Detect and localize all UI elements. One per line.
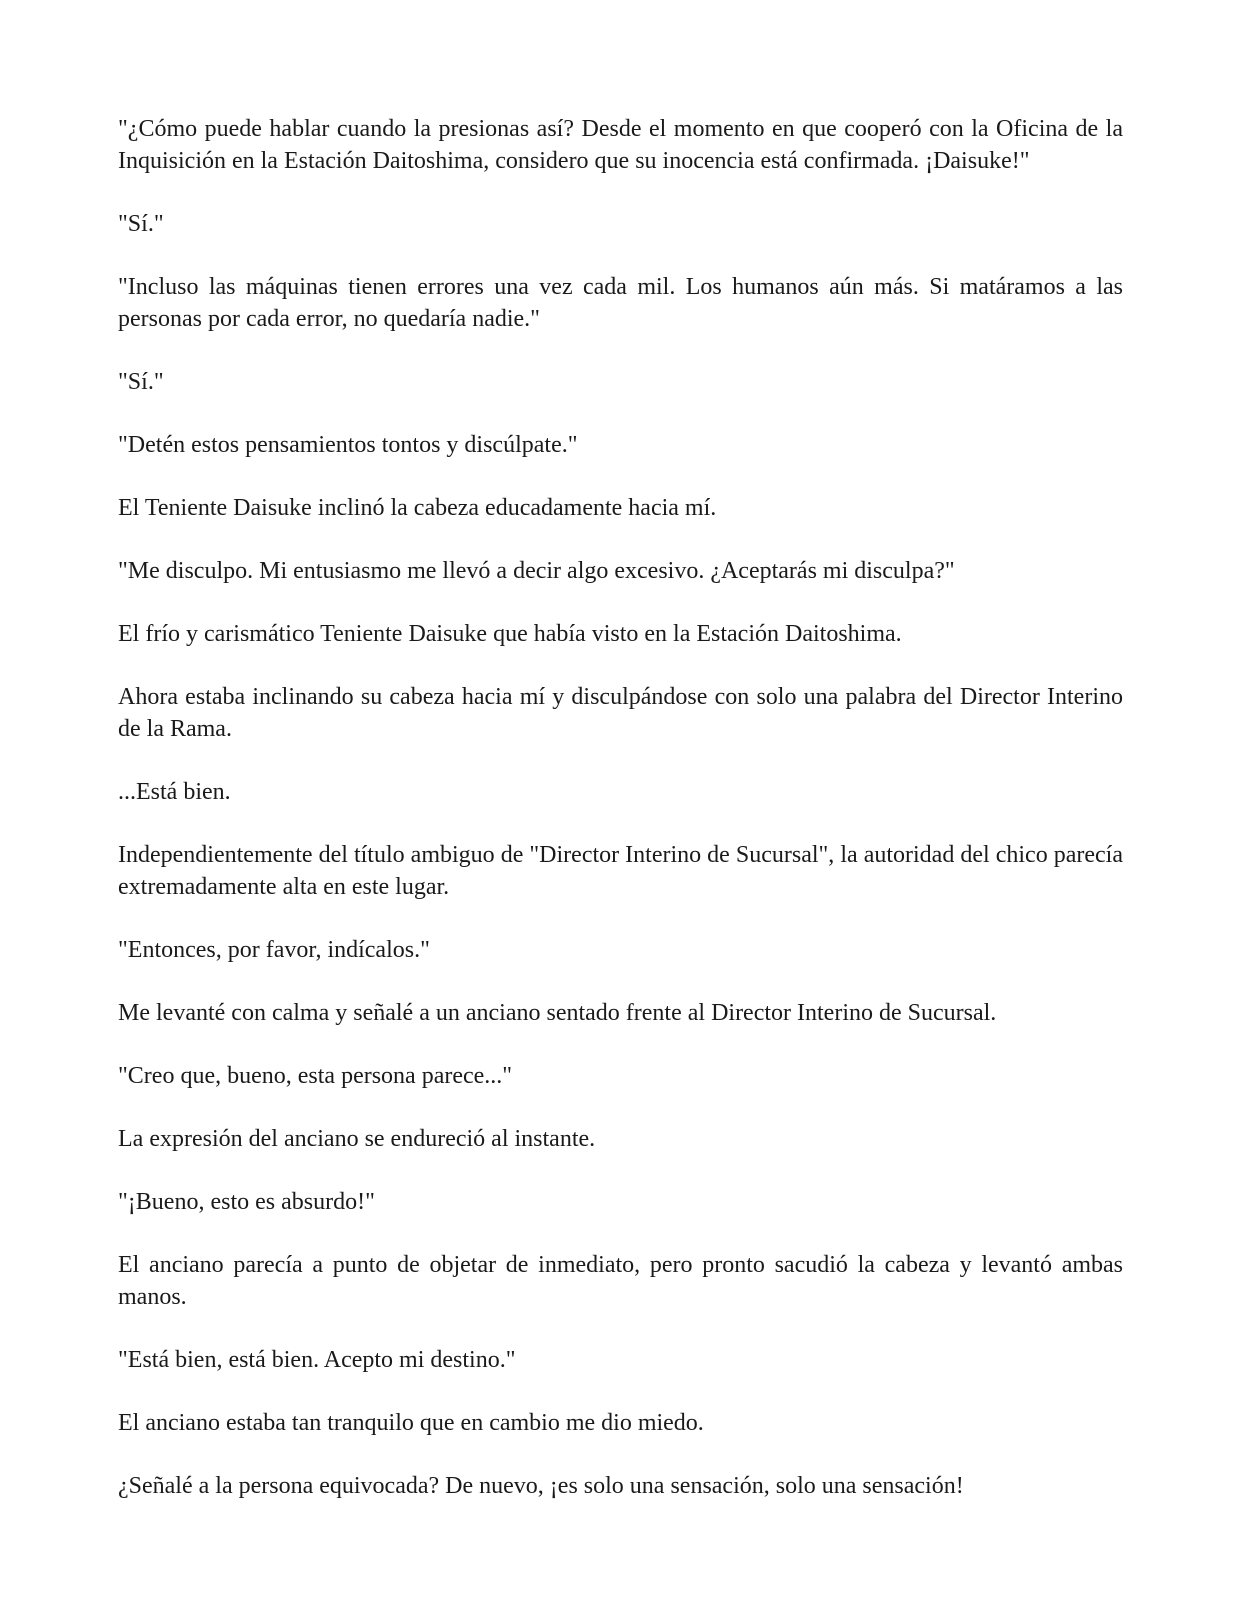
paragraph: La expresión del anciano se endureció al instante. — [118, 1126, 596, 1152]
paragraph: El anciano estaba tan tranquilo que en cambio me dio miedo. — [118, 1410, 704, 1436]
paragraph: "Detén estos pensamientos tontos y discúlpate." — [118, 432, 578, 458]
paragraph: ...Está bien. — [118, 779, 231, 805]
paragraph: "¿Cómo puede hablar cuando la presionas así? Desde el momento en que cooperó con la Oficina de la Inquisición en la Estación Daitoshima, considero que su inocencia está confirmada. ¡Daisuke!" — [118, 116, 1123, 174]
document-page — [118, 113, 1123, 1502]
paragraph: El Teniente Daisuke inclinó la cabeza educadamente hacia mí. — [118, 495, 717, 521]
paragraph: "Me disculpo. Mi entusiasmo me llevó a decir algo excesivo. ¿Aceptarás mi disculpa?" — [118, 558, 955, 584]
paragraph: "Está bien, está bien. Acepto mi destino." — [118, 1347, 516, 1373]
paragraph: "Creo que, bueno, esta persona parece..." — [118, 1063, 513, 1089]
paragraph: El anciano parecía a punto de objetar de inmediato, pero pronto sacudió la cabeza y levantó ambas manos. — [118, 1252, 1123, 1310]
paragraph: "Sí." — [118, 369, 164, 395]
paragraph: "Sí." — [118, 211, 164, 237]
paragraph: El frío y carismático Teniente Daisuke que había visto en la Estación Daitoshima. — [118, 621, 902, 647]
paragraph: "Entonces, por favor, indícalos." — [118, 937, 430, 963]
paragraph: Ahora estaba inclinando su cabeza hacia mí y disculpándose con solo una palabra del Director Interino de la Rama. — [118, 684, 1123, 742]
paragraph: "Incluso las máquinas tienen errores una vez cada mil. Los humanos aún más. Si matáramos a las personas por cada error, no quedaría nadie." — [118, 274, 1123, 332]
paragraph: ¿Señalé a la persona equivocada? De nuevo, ¡es solo una sensación, solo una sensación! — [118, 1473, 964, 1499]
paragraph: "¡Bueno, esto es absurdo!" — [118, 1189, 375, 1215]
paragraph: Independientemente del título ambiguo de "Director Interino de Sucursal", la autoridad del chico parecía extremadamente alta en este lugar. — [118, 842, 1123, 900]
paragraph: Me levanté con calma y señalé a un anciano sentado frente al Director Interino de Sucursal. — [118, 1000, 997, 1026]
